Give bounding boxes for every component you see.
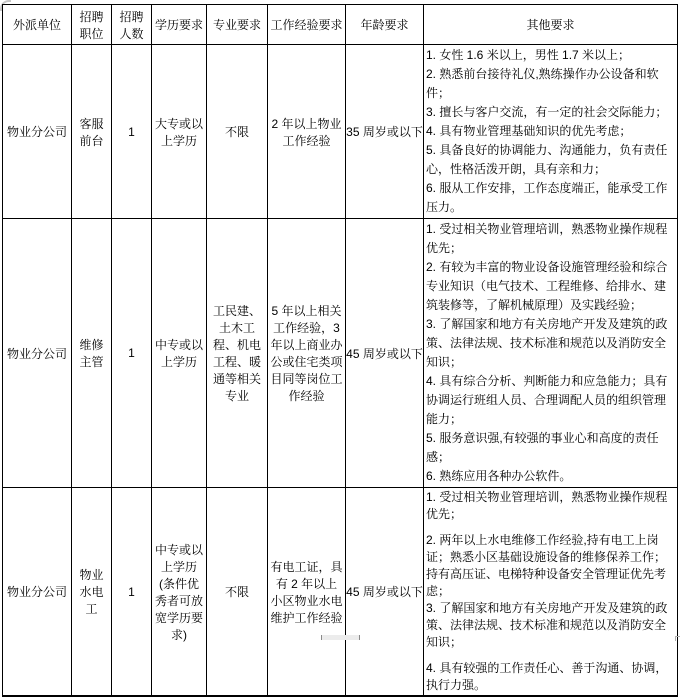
- header-experience: 工作经验要求: [268, 5, 346, 45]
- bottom-right-corner-mark: [675, 636, 680, 641]
- header-age: 年龄要求: [346, 5, 424, 45]
- cell-headcount: 1: [112, 219, 152, 488]
- other-requirement-line: [426, 651, 675, 660]
- cell-other-requirements: [424, 219, 678, 488]
- table-row: [3, 488, 678, 697]
- other-requirement-line: 5. 具备良好的协调能力、沟通能力，负有责任心，性格活泼开朗，具有亲和力；: [426, 143, 668, 176]
- other-requirement-line: 4. 具有综合分析、判断能力和应急能力；具有协调运行班组人员、合理调配人员的组织管理能力；: [426, 374, 668, 426]
- table-row: [3, 45, 678, 219]
- header-headcount: 招聘人数: [112, 5, 152, 45]
- other-requirement-line: 1. 受过相关物业管理培训，熟悉物业操作规程优先；: [426, 222, 668, 255]
- cell-position: 物业水电工: [72, 488, 112, 697]
- header-position: 招聘职位: [72, 5, 112, 45]
- cell-experience: 2 年以上物业工作经验: [268, 45, 346, 219]
- cell-headcount: 1: [112, 488, 152, 697]
- cell-age: 45 周岁或以下: [346, 219, 424, 488]
- cell-age: 35 周岁或以下: [346, 45, 424, 219]
- cell-other-requirements: [424, 45, 678, 219]
- other-requirement-line: 5. 服务意识强,有较强的事业心和高度的责任感；: [426, 431, 659, 464]
- cell-education: 大专或以上学历: [152, 45, 207, 219]
- other-requirement-line: 2. 有较为丰富的物业设备设施管理经验和综合专业知识（电气技术、工程维修、给排水、建筑装修等，了解机械原理）及实践经验；: [426, 260, 668, 312]
- header-unit: 外派单位: [3, 5, 72, 45]
- other-requirement-line: 1. 女性 1.6 米以上，男性 1.7 米以上；: [426, 48, 631, 62]
- cell-experience: 有电工证，具有 2 年以上小区物业水电维护工作经验: [268, 488, 346, 697]
- other-requirement-line: 3. 了解国家和地方有关房地产开发及建筑的政策、法律法规、技术标准和规范以及消防安全知识；: [426, 317, 668, 369]
- other-requirement-line: 1. 受过相关物业管理培训，熟悉物业操作规程优先；: [426, 490, 668, 521]
- other-requirement-line: 2. 两年以上水电维修工作经验,持有电工上岗证；熟悉小区基础设施设备的维修保养工作；持有高压证、电梯特种设备安全管理证优先考虑；: [426, 533, 667, 598]
- cell-other-requirements: [424, 488, 678, 697]
- bottom-scroll-marker: [321, 635, 360, 640]
- cell-position: 客服前台: [72, 45, 112, 219]
- cell-position: 维修主管: [72, 219, 112, 488]
- cell-unit: 物业分公司: [3, 219, 72, 488]
- other-requirement-line: 2. 熟悉前台接待礼仪,熟练操作办公设备和软件；: [426, 67, 659, 100]
- cell-major: 不限: [207, 488, 268, 697]
- other-requirement-line: 6. 熟练应用各种办公软件。: [426, 469, 572, 483]
- cell-age: 45 周岁或以下: [346, 488, 424, 697]
- cell-unit: 物业分公司: [3, 45, 72, 219]
- cell-major: 不限: [207, 45, 268, 219]
- cell-education: 中专或以上学历(条件优秀者可放宽学历要求): [152, 488, 207, 697]
- header-major: 专业要求: [207, 5, 268, 45]
- other-requirement-line: 4. 具有较强的工作责任心、善于沟通、协调，执行力强。: [426, 661, 668, 692]
- recruitment-table: [2, 4, 678, 697]
- other-requirement-line: 6. 服从工作安排，工作态度端正，能承受工作压力。: [426, 181, 668, 214]
- header-other: 其他要求: [424, 5, 678, 45]
- table-header-row: [3, 5, 678, 45]
- other-requirement-line: 4. 具有物业管理基础知识的优先考虑；: [426, 124, 632, 138]
- cell-headcount: 1: [112, 45, 152, 219]
- other-requirement-line: [426, 523, 675, 532]
- cell-education: 中专或以上学历: [152, 219, 207, 488]
- other-requirement-line: 3. 了解国家和地方有关房地产开发及建筑的政策、法律法规、技术标准和规范以及消防安全知识；: [426, 601, 668, 649]
- cell-major: 工民建、土木工程、机电工程、暖通等相关专业: [207, 219, 268, 488]
- other-requirement-line: 3. 擅长与客户交流，有一定的社会交际能力；: [426, 105, 668, 119]
- cell-experience: 5 年以上相关工作经验，3 年以上商业办公或住宅类项目同等岗位工作经验: [268, 219, 346, 488]
- cell-unit: 物业分公司: [3, 488, 72, 697]
- header-education: 学历要求: [152, 5, 207, 45]
- table-row: [3, 219, 678, 488]
